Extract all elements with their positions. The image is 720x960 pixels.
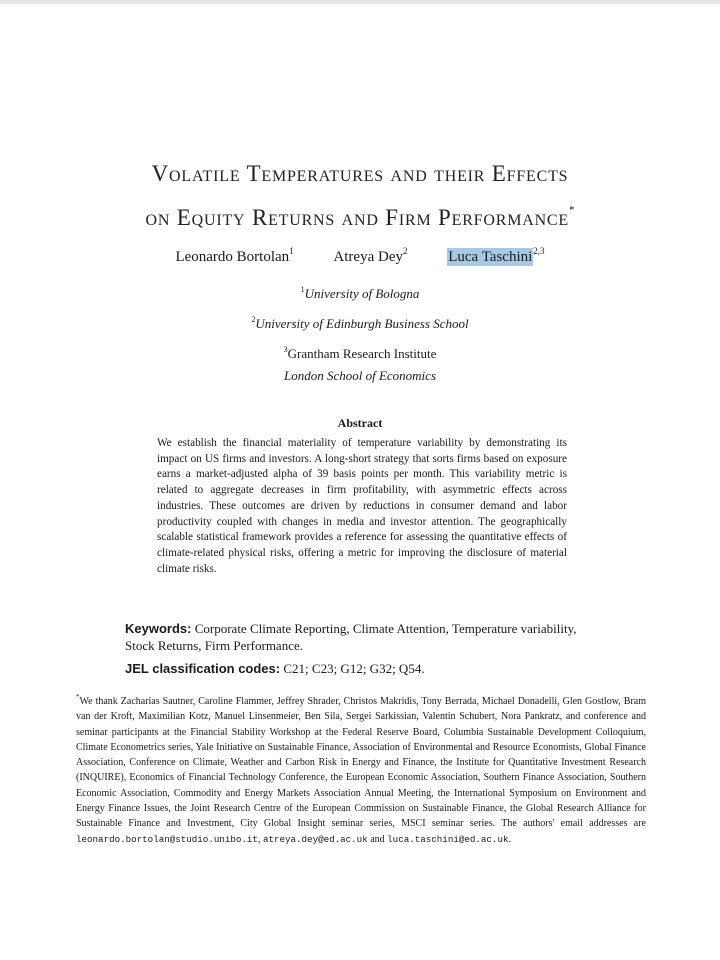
author-affiliation-mark: 2: [402, 246, 408, 256]
author-name: Leonardo Bortolan: [175, 249, 290, 265]
abstract-heading: Abstract: [337, 416, 383, 430]
footnote-text: We thank Zacharias Sautner, Caroline Flammer, Jeffrey Shrader, Christos Makridis, Tony Berrada, Michael Donadelli, Glen Gostlow, Bram van der Kroft, Maximilian Kotz, Manuel Linsenmeier, Ben Sila, Sergei Sarkissian, Valentin Schubert, Nora Pankratz, and conference and seminar participants at the Financial Stability Workshop at the Federal Reserve Board, Columbia Sustainable Development Colloquium, Climate Econometrics series, Yale Initiative on Sustainable Finance, Association of Environmental and Resource Economists, Global Finance Association, Conference on Climate, Weather and Carbon Risk in Energy and Finance, the Institute for Quantitative Investment Research (INQUIRE), Economics of Financial Technology Conference, the European Economic Association, Southern Finance Association, Southern Economic Association, Commodity and Energy Markets Association Annual Meeting, the International Symposium on Environment and Energy Finance Issues, the Joint Research Centre of the European Commission on Sustainable Finance, the Global Research Alliance for Sustainable Finance and Investment, City Global Insight seminar series, MSCI seminar series. The authors' email addresses are: [76, 696, 646, 830]
affiliation-text: Grantham Research Institute: [287, 346, 437, 361]
email-bortolan[interactable]: leonardo.bortolan@studio.unibo.it: [76, 833, 258, 845]
author-name: Atreya Dey: [333, 249, 403, 265]
affiliation-3: [60, 345, 660, 362]
affiliation-3-subline: London School of Economics: [283, 368, 436, 383]
affiliation-text: University of Bologna: [304, 286, 420, 301]
affiliation-mark: 3: [283, 345, 288, 354]
affiliation-1: [60, 285, 660, 302]
highlighted-author-name[interactable]: Luca Taschini: [448, 249, 533, 265]
author-dey: [333, 246, 407, 266]
email-dey[interactable]: atreya.dey@ed.ac.uk: [262, 833, 368, 845]
abstract-text: We establish the financial materiality of temperature variability by demonstrating its impact on US firms and investors. A long-short strategy that sorts firms based on exposure earns a market-adjusted alpha of 39 basis points per month. This variability metric is related to aggregate decreases in firm profitability, with asymmetric effects across industries. These outcomes are driven by reductions in consumer demand and labor productivity coupled with changes in media and investor attention. The geographically scalable statistical framework provides a reference for assessing the quantitative effects of climate-related physical risks, offering a metric for improving the disclosure of material climate risks.: [157, 437, 567, 575]
footnote-separator: ,: [257, 833, 261, 845]
jel-text: C21; C23; G12; G32; Q54.: [283, 661, 425, 676]
jel-codes: [125, 660, 600, 677]
footnote-end: .: [508, 833, 511, 845]
author-list: [60, 246, 660, 266]
affiliation-mark: 1: [300, 285, 305, 294]
author-affiliation-mark: 2,3: [533, 246, 545, 256]
author-bortolan: [175, 246, 293, 266]
keywords-label: Keywords:: [125, 621, 192, 636]
title-line-1: Volatile Temperatures and their Effects: [151, 161, 569, 186]
affiliation-2: [60, 315, 660, 332]
footnote: [76, 690, 646, 847]
keywords-text: Corporate Climate Reporting, Climate Attention, Temperature variability, Stock Returns, Firm Performance.: [125, 621, 577, 653]
footnote-and: and: [370, 833, 385, 845]
keywords: [125, 620, 600, 654]
title-footnote-marker: *: [568, 204, 575, 216]
jel-label: JEL classification codes:: [125, 661, 281, 676]
author-affiliation-mark: 1: [289, 246, 294, 256]
paper-title: [40, 156, 680, 236]
author-taschini[interactable]: [447, 246, 544, 266]
footnote-marker: *: [76, 693, 80, 701]
title-line-2: [40, 192, 680, 236]
email-taschini[interactable]: luca.taschini@ed.ac.uk: [387, 833, 509, 845]
affiliation-mark: 2: [251, 315, 256, 324]
title-line-2-text: on Equity Returns and Firm Performance: [145, 205, 569, 230]
affiliation-text: University of Edinburgh Business School: [255, 316, 469, 331]
